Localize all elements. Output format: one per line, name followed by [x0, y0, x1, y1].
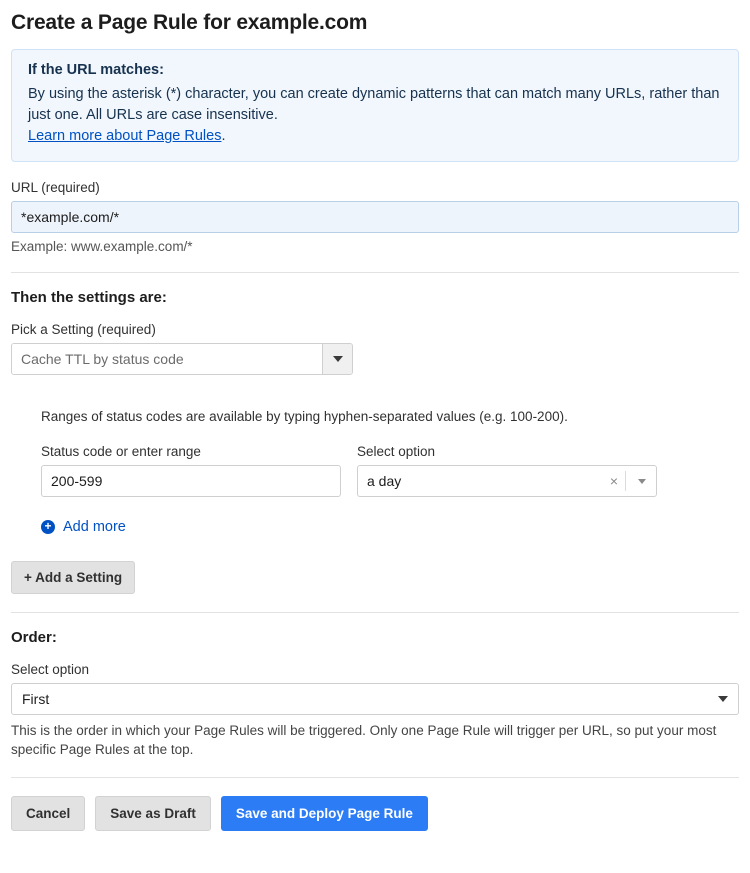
caret-shape — [638, 479, 646, 484]
status-row — [41, 444, 739, 497]
add-more-button[interactable] — [41, 519, 126, 535]
pick-setting-select[interactable] — [11, 343, 353, 375]
ttl-option-group — [357, 444, 657, 497]
order-group — [11, 662, 739, 759]
order-heading: Order: — [11, 629, 57, 646]
callout-text: By using the asterisk (*) character, you can create dynamic patterns that can match many URLs, rather than just one. All URLs are case insensitive. — [28, 86, 720, 123]
pick-setting-group — [11, 322, 739, 375]
url-input[interactable] — [11, 201, 739, 233]
plus-icon: + — [41, 520, 55, 534]
order-value: First — [22, 691, 50, 707]
cancel-button[interactable]: Cancel — [11, 796, 85, 831]
add-more-label: Add more — [63, 519, 126, 535]
divider-order — [11, 612, 739, 613]
learn-more-link[interactable]: Learn more about Page Rules — [28, 128, 222, 144]
add-a-setting-button[interactable]: + Add a Setting — [11, 561, 135, 594]
status-code-group — [41, 444, 341, 497]
callout-link-suffix: . — [221, 128, 226, 144]
ttl-option-label: Select option — [357, 444, 436, 459]
callout-body — [28, 84, 722, 147]
page-title: Create a Page Rule for example.com — [11, 11, 368, 34]
callout-title: If the URL matches: — [28, 62, 164, 78]
url-field-group — [11, 180, 739, 254]
url-label: URL (required) — [11, 180, 100, 195]
divider-settings — [11, 272, 739, 273]
order-select[interactable] — [11, 683, 739, 715]
order-help-text: This is the order in which your Page Rules will be triggered. Only one Page Rule will trigger per URL, so put your most specific Page Rules at the top. — [11, 723, 717, 757]
clear-icon[interactable]: × — [609, 473, 619, 489]
save-and-deploy-button[interactable]: Save and Deploy Page Rule — [221, 796, 428, 831]
pick-setting-value: Cache TTL by status code — [12, 344, 322, 374]
separator — [625, 471, 626, 491]
page-rule-form — [0, 11, 750, 873]
chevron-down-icon[interactable] — [322, 344, 352, 374]
status-code-label: Status code or enter range — [41, 444, 201, 459]
status-code-settings — [41, 409, 739, 535]
divider-footer — [11, 777, 739, 778]
form-actions — [11, 796, 739, 849]
status-range-note: Ranges of status codes are available by typing hyphen-separated values (e.g. 100-200). — [41, 409, 568, 424]
order-label: Select option — [11, 662, 90, 677]
save-as-draft-button[interactable]: Save as Draft — [95, 796, 211, 831]
chevron-down-icon[interactable] — [718, 696, 728, 702]
status-code-input[interactable] — [41, 465, 341, 497]
ttl-option-select[interactable] — [357, 465, 657, 497]
pick-setting-label: Pick a Setting (required) — [11, 322, 156, 337]
ttl-option-value: a day — [367, 473, 402, 489]
url-hint: Example: www.example.com/* — [11, 239, 193, 254]
url-match-callout — [11, 49, 739, 162]
caret-shape — [333, 356, 343, 362]
chevron-down-icon[interactable] — [630, 479, 654, 484]
settings-heading: Then the settings are: — [11, 289, 167, 306]
